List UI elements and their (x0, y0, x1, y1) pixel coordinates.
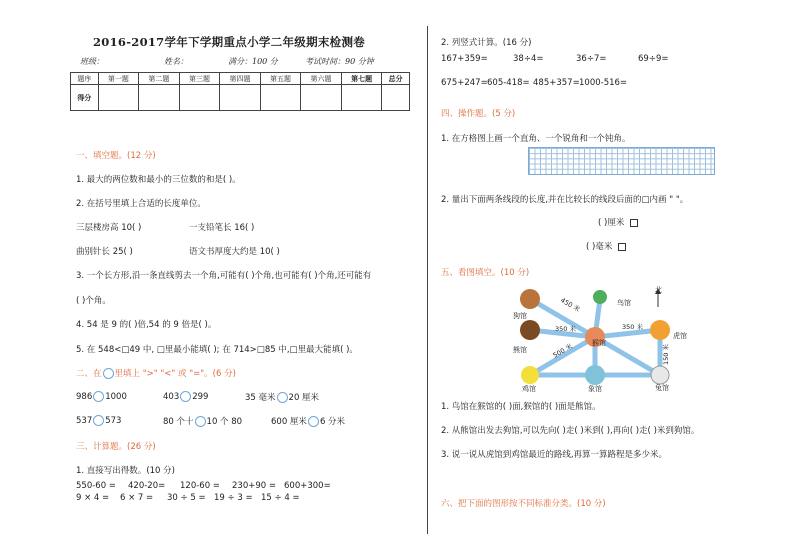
calc-item: 230+90 = (232, 481, 276, 491)
score-cell[interactable] (260, 85, 301, 111)
tiger-icon (650, 320, 670, 340)
compare-left: 35 毫米 (245, 393, 276, 403)
rabbit-icon (651, 366, 669, 384)
distance-150: 150 米 (661, 344, 670, 365)
score-table (70, 72, 410, 111)
calc-item: 420-20= (128, 481, 166, 491)
calc-item: 19 ÷ 3 = (214, 493, 253, 503)
score-cell[interactable] (179, 85, 220, 111)
calc-item: 550-60 = (76, 481, 116, 491)
compare-circle[interactable] (93, 391, 104, 402)
compare-circle[interactable] (195, 416, 206, 427)
question-1-1: 1. 最大的两位数和最小的三位数的和是( )。 (76, 175, 241, 185)
compare-left: 80 个十 (163, 417, 194, 427)
measure-2 (586, 240, 626, 252)
label-bear: 熊馆 (513, 346, 527, 354)
calc-item: 6 × 7 = (120, 493, 154, 503)
question-5-3: 3. 说一说从虎馆到鸡馆最近的路线,再算一算路程是多少米。 (441, 450, 668, 460)
compare-right: 6 分米 (319, 417, 346, 427)
question-1-3-cont: ( )个角。 (76, 296, 111, 306)
section-3-heading: 三、计算题。(26 分) (76, 442, 156, 452)
section-1-heading: 一、填空题。(12 分) (76, 151, 156, 161)
header-cell: 第六题 (301, 73, 342, 85)
section-4-heading: 四、操作题。(5 分) (441, 109, 516, 119)
header-cell: 第五题 (260, 73, 301, 85)
compare-left: 403 (163, 392, 180, 402)
drawing-grid[interactable] (528, 147, 715, 175)
distance-350b: 350 米 (622, 323, 643, 331)
question-1-3: 3. 一个长方形,沿一条直线剪去一个角,可能有( )个角,也可能有( )个角,还可能有 (76, 271, 372, 281)
question-1-2: 2. 在括号里填上合适的长度单位。 (76, 199, 206, 209)
question-1-2a: 三层楼房高 10( ) (76, 223, 142, 233)
compare-left: 537 (76, 416, 93, 426)
distance-500: 500 米 (551, 342, 574, 360)
question-1-4: 4. 54 是 9 的( )倍,54 的 9 倍是( )。 (76, 320, 217, 330)
label-dog: 狗馆 (513, 312, 527, 320)
measure-1 (598, 216, 638, 228)
calc-item: 120-60 = (180, 481, 220, 491)
header-cell: 题序 (71, 73, 99, 85)
calc-item: 9 × 4 = (76, 493, 110, 503)
distance-350a: 350 米 (555, 325, 576, 333)
vertical-calc: 485+357= (533, 78, 580, 88)
exam-time: 考试时间：90 分钟 (305, 57, 374, 66)
question-1-2b: 一支铅笔长 16( ) (189, 223, 255, 233)
label-chicken: 鸡馆 (522, 385, 536, 393)
label-bird: 鸟馆 (617, 299, 631, 307)
compare-5 (163, 415, 242, 427)
column-divider (427, 26, 428, 534)
compare-right: 299 (192, 392, 209, 402)
section-5-heading: 五、看图填空。(10 分) (441, 268, 530, 278)
section-2-heading (76, 367, 236, 379)
compare-circle[interactable] (93, 415, 104, 426)
compare-right: 10 个 80 (206, 417, 243, 427)
question-4-2: 2. 量出下面两条线段的长度,并在比较长的线段后面的□内画 " "。 (441, 195, 689, 205)
calc-item: 600+300= (284, 481, 331, 491)
dog-icon (520, 289, 540, 309)
question-1-2d: 语文书厚度大约是 10( ) (189, 247, 280, 257)
question-4-1: 1. 在方格图上画一个直角、一个锐角和一个钝角。 (441, 134, 631, 144)
compare-circle[interactable] (277, 392, 288, 403)
header-cell: 第一题 (98, 73, 139, 85)
header-cell: 第三题 (179, 73, 220, 85)
question-5-2: 2. 从熊馆出发去狗馆,可以先向( )走( )米到( ),再向( )走( )米到狗馆。 (441, 426, 700, 436)
label-monkey: 猴馆 (592, 339, 606, 347)
question-3-2: 2. 列竖式计算。(16 分) (441, 38, 532, 48)
score-cell[interactable] (341, 85, 382, 111)
score-cell[interactable] (98, 85, 139, 111)
chicken-icon (521, 366, 539, 384)
class-label: 班级： (80, 57, 104, 66)
label-north: 北 (655, 286, 662, 294)
compare-right: 20 厘米 (288, 393, 320, 403)
score-row-label: 得分 (71, 85, 99, 111)
vertical-calc: 36÷7= (576, 54, 607, 64)
vertical-calc: 605-418= (487, 78, 530, 88)
measure-1-label: ( )厘米 (598, 218, 625, 228)
circle-icon (103, 368, 114, 379)
label-elephant: 象馆 (588, 385, 602, 393)
full-score: 满分：100 分 (228, 57, 278, 66)
compare-right: 1000 (105, 392, 127, 402)
label-tiger: 虎馆 (673, 332, 687, 340)
compare-2 (163, 391, 208, 402)
vertical-calc: 167+359= (441, 54, 488, 64)
score-cell[interactable] (301, 85, 342, 111)
section-2-label: 二、在 (76, 369, 102, 379)
bird-icon (593, 290, 607, 304)
distance-450: 450 米 (559, 296, 582, 314)
vertical-calc: 675+247= (441, 78, 488, 88)
exam-title: 2016-2017学年下学期重点小学二年级期末检测卷 (93, 35, 366, 49)
compare-6 (271, 415, 345, 427)
compare-circle[interactable] (308, 416, 319, 427)
vertical-calc: 1000-516= (579, 78, 628, 88)
section-2-label-b: 里填上 ">" "<" 或 "="。(6 分) (114, 369, 236, 379)
calc-item: 30 ÷ 5 = (167, 493, 206, 503)
score-cell[interactable] (382, 85, 410, 111)
compare-left: 986 (76, 392, 93, 402)
vertical-calc: 69÷9= (638, 54, 669, 64)
elephant-icon (585, 365, 605, 385)
compare-right: 573 (105, 416, 122, 426)
question-3-1: 1. 直接写出得数。(10 分) (76, 466, 175, 476)
label-rabbit: 兔馆 (655, 384, 669, 392)
header-cell: 总分 (382, 73, 410, 85)
compare-3 (245, 391, 319, 403)
checkbox-1[interactable] (630, 219, 638, 227)
header-cell: 第七题 (341, 73, 382, 85)
measure-2-label: ( )毫米 (586, 242, 613, 252)
header-cell: 第四题 (220, 73, 261, 85)
section-6-heading: 六、把下面的图形按不同标准分类。(10 分) (441, 499, 606, 509)
compare-left: 600 厘米 (271, 417, 307, 427)
name-label: 姓名： (164, 57, 188, 66)
calc-item: 15 ÷ 4 = (261, 493, 300, 503)
checkbox-2[interactable] (618, 243, 626, 251)
header-cell: 第二题 (139, 73, 180, 85)
bear-icon (520, 320, 540, 340)
score-cell[interactable] (220, 85, 261, 111)
vertical-calc: 38÷4= (513, 54, 544, 64)
question-1-5: 5. 在 548<□49 中, □里最小能填( ); 在 714>□85 中,□里最大能填( )。 (76, 345, 358, 355)
compare-1 (76, 391, 127, 402)
score-cell[interactable] (139, 85, 180, 111)
question-1-2c: 曲别针长 25( ) (76, 247, 133, 257)
question-5-1: 1. 鸟馆在猴馆的( )面,猴馆的( )面是熊馆。 (441, 402, 601, 412)
compare-circle[interactable] (180, 391, 191, 402)
compare-4 (76, 415, 121, 426)
